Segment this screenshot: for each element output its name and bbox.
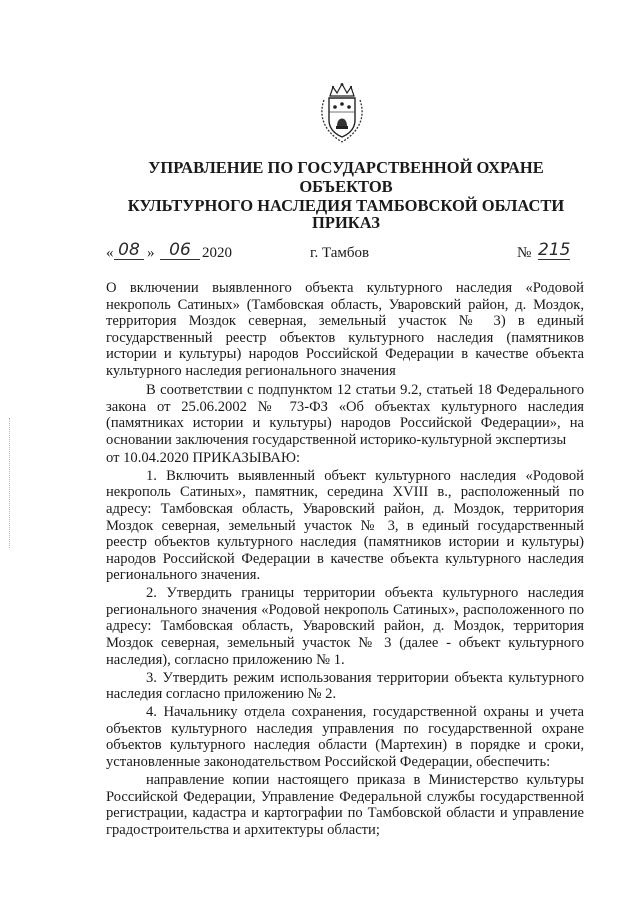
date-year: 2020 (202, 245, 232, 261)
handwritten-day: 08 (114, 242, 144, 260)
item-2-paragraph: 2. Утвердить границы территории объекта культурного наследия регионального значения «Родовой некрополь Сатиных», расположенного по адресу: Тамбовская область, Уваровский район, д. Моздок, территория Моздок северная, земельный участок № 3 (далее - объект культурного наследия), согласно приложению № 1. (106, 585, 584, 668)
item-3-paragraph: 3. Утвердить режим использования территории объекта культурного наследия согласно приложению № 2. (106, 669, 584, 703)
agency-header-line-2: КУЛЬТУРНОГО НАСЛЕДИЯ ТАМБОВСКОЙ ОБЛАСТИ (127, 196, 565, 215)
item-4-subitem-1: направление копии настоящего приказа в Министерство культуры Российской Федерации, Управление Федеральной службы государственной регистрации, кадастра и картографии по Тамбовской области и управление градостроительства и архитектуры области; (106, 772, 584, 838)
agency-header-line-1: УПРАВЛЕНИЕ ПО ГОСУДАРСТВЕННОЙ ОХРАНЕ ОБЪЕКТОВ (148, 158, 544, 196)
handwritten-month: 06 (160, 242, 200, 260)
item-4-paragraph: 4. Начальнику отдела сохранения, государственной охраны и учета объектов культурного наследия управления по государственной охране объектов культурного наследия области (Мартехин) в порядке и сроки, установленные законодательством Российской Федерации, обеспечить: (106, 704, 584, 771)
preamble-paragraph: В соответствии с подпунктом 12 статьи 9.2, статьей 18 Федерального закона от 25.06.2002 № 73-ФЗ «Об объектах культурного наследия (памятниках истории и культуры) народов Российской Федерации», на основании заключения государственной историко-культурной экспертизы (106, 382, 584, 448)
order-line: от 10.04.2020 ПРИКАЗЫВАЮ: (106, 449, 301, 466)
handwritten-order-number: 215 (538, 240, 571, 260)
order-body (106, 382, 584, 840)
number-sign: № (517, 245, 532, 261)
document-title: ПРИКАЗ (312, 213, 380, 232)
date-quote-open: « (106, 245, 114, 261)
order-subject: О включении выявленного объекта культурного наследия «Родовой некрополь Сатиных» (Тамбовская область, Уваровский район, д. Моздок, территория Моздок северная, земельный участок № 3) в единый государственный реестр объектов культурного наследия (памятников истории и культуры) народов Российской Федерации в качестве объекта культурного наследия регионального значения (106, 280, 584, 379)
city-name: г. Тамбов (310, 245, 370, 261)
scan-margin-mark (9, 418, 16, 548)
coat-of-arms-icon (318, 82, 366, 144)
date-quote-close: » (147, 245, 155, 261)
agency-header (110, 158, 582, 215)
date-line (106, 240, 586, 267)
item-1-paragraph: 1. Включить выявленный объект культурного наследия «Родовой некрополь Сатиных», памятник, середина XVIII в., расположенный по адресу: Тамбовская область, Уваровский район, д. Моздок, территория Моздок северная, земельный участок № 3, в единый государственный реестр объектов культурного наследия (памятников истории и культуры) народов Российской Федерации в качестве объекта культурного наследия регионального значения. (106, 467, 584, 584)
